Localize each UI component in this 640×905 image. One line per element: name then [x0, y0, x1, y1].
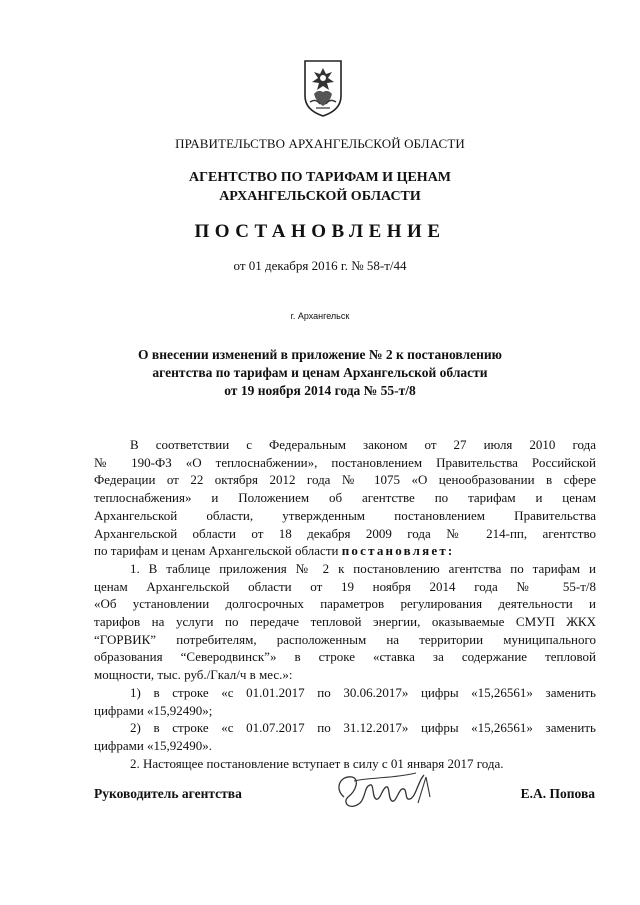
body-line	[94, 542, 596, 560]
body-line-text: по тарифам и ценам Архангельской области	[94, 543, 339, 559]
body-line: Архангельской области от 18 декабря 2009 года № 214-пп, агентство	[94, 525, 596, 541]
body-line: “ГОРВИК” потребителям, расположенным на территории муниципального	[94, 631, 596, 647]
body-line: «Об установлении долгосрочных параметров регулирования деятельности и	[94, 596, 596, 612]
document-type-title: ПОСТАНОВЛЕНИЕ	[194, 221, 446, 242]
body-line: 2) в строке «с 01.07.2017 по 31.12.2017» цифры «15,26561» заменить	[130, 720, 596, 736]
body-line: ценам Архангельской области от 19 ноября 2014 года № 55-т/8	[94, 578, 596, 594]
signatory-position: Руководитель агентства	[94, 786, 242, 801]
body-line: мощности, тыс. руб./Гкал/ч в мес.»:	[94, 667, 293, 683]
body-line: 1. В таблице приложения № 2 к постановлению агентства по тарифам и	[130, 560, 596, 576]
body-line: образования “Северодвинск”» в строке «ставка за содержание тепловой	[94, 649, 596, 665]
decree-colon: :	[447, 543, 453, 559]
body-line: цифрами «15,92490»;	[94, 702, 213, 718]
body-line: № 190-ФЗ «О теплоснабжении», постановлением Правительства Российской	[94, 454, 596, 470]
document-date-number: от 01 декабря 2016 г. № 58-т/44	[233, 258, 407, 273]
subject-line-1: О внесении изменений в приложение № 2 к постановлению	[138, 347, 502, 362]
document-city: г. Архангельск	[290, 311, 350, 321]
body-line: теплоснабжения» и Положением об агентстве по тарифам и ценам	[94, 490, 596, 506]
subject-line-3: от 19 ноября 2014 года № 55-т/8	[224, 383, 416, 398]
signatory-name: Е.А. Попова	[520, 786, 595, 801]
government-name: ПРАВИТЕЛЬСТВО АРХАНГЕЛЬСКОЙ ОБЛАСТИ	[175, 136, 465, 151]
document-subject	[0, 346, 640, 400]
body-line: цифрами «15,92490».	[94, 737, 213, 753]
coat-of-arms-icon	[302, 58, 344, 118]
subject-line-2: агентства по тарифам и ценам Архангельской области	[152, 365, 488, 380]
agency-name	[0, 168, 640, 206]
body-line: Архангельской области, утвержденным постановлением Правительства	[94, 507, 596, 523]
body-line: 2. Настоящее постановление вступает в силу с 01 января 2017 года.	[130, 755, 504, 771]
agency-name-line-1: АГЕНТСТВО ПО ТАРИФАМ И ЦЕНАМ	[188, 170, 452, 185]
agency-name-line-2: АРХАНГЕЛЬСКОЙ ОБЛАСТИ	[219, 189, 421, 204]
body-line: 1) в строке «с 01.01.2017 по 30.06.2017» цифры «15,26561» заменить	[130, 684, 596, 700]
body-line: Федерации от 22 октября 2012 года № 1075 «О ценообразовании в сфере	[94, 472, 596, 488]
body-line: тарифов на услуги по передаче тепловой энергии, оказываемые СМУП ЖКХ	[94, 614, 596, 630]
document-body	[94, 436, 596, 772]
body-line: В соответствии с Федеральным законом от 27 июля 2010 года	[130, 437, 596, 452]
decree-word: постановляет	[341, 543, 448, 559]
handwritten-signature	[330, 767, 440, 817]
